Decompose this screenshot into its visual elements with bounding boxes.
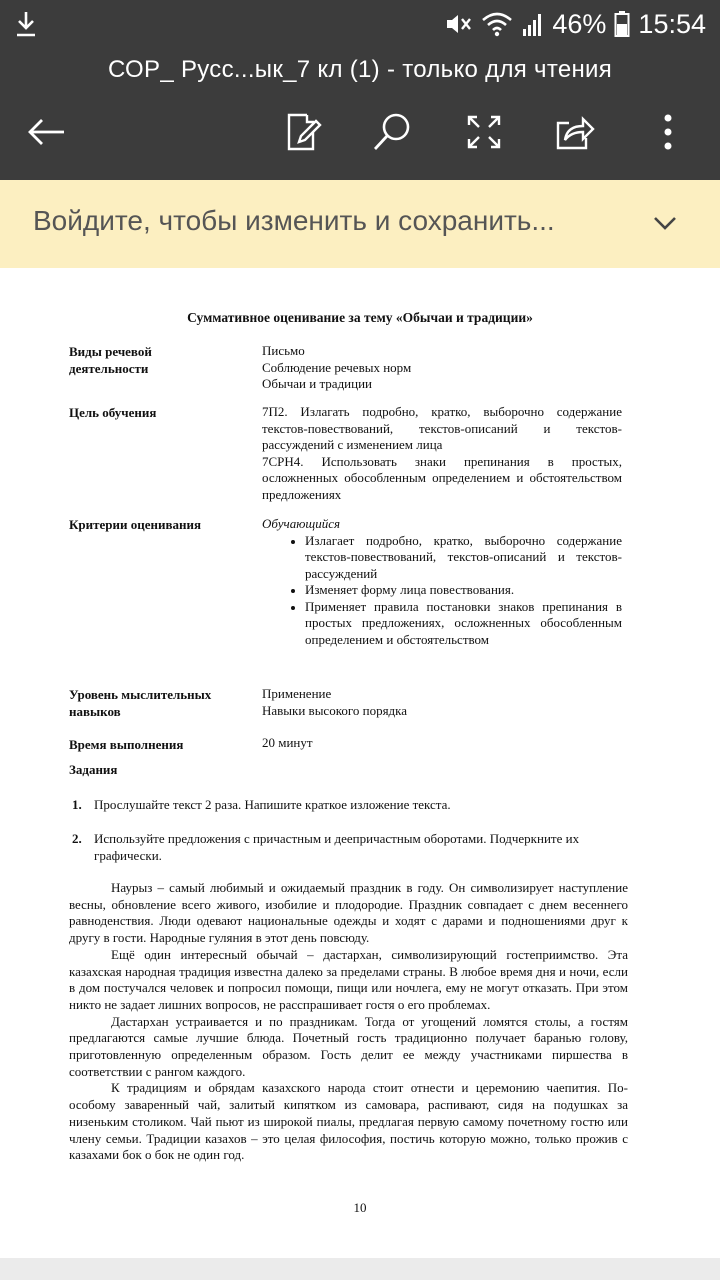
more-options-button[interactable] (646, 110, 690, 154)
task-number: 1. (72, 797, 82, 812)
row-label-duration: Время выполнения (69, 737, 184, 752)
mute-icon (444, 11, 472, 37)
row-label-speech-activity: Виды речевой деятельности (69, 344, 152, 376)
document-page (0, 268, 720, 1258)
app-bar (0, 48, 720, 180)
clock: 15:54 (638, 8, 706, 39)
paragraph: Наурыз – самый любимый и ожидаемый праздник в году. Он символизирует наступление весны, обновление всего живого, изобилие и плодородие. Праздник совпадает с днем весеннего равноденствия. Люди одевают национальные одежды и ходят с дарами и подношениями друг к другу в гости. Народные гуляния в этот день повсюду. (69, 880, 628, 946)
status-bar (0, 0, 720, 48)
edit-button[interactable] (281, 110, 325, 154)
value-line: Обычаи и традиции (262, 376, 373, 391)
row-value-learning-goal (262, 404, 622, 503)
task-text: Прослушайте текст 2 раза. Напишите краткое изложение текста. (94, 797, 451, 812)
value-line: Применение (262, 686, 332, 701)
share-icon (555, 113, 595, 151)
battery-percent: 46% (552, 8, 607, 39)
task-text: Используйте предложения с причастным и деепричастным оборотами. Подчеркните их графически. (94, 831, 580, 863)
back-arrow-icon (26, 117, 66, 147)
value-line: Навыки высокого порядка (262, 702, 408, 718)
back-button[interactable] (24, 110, 68, 154)
search-icon (372, 112, 412, 152)
goal-text: 7СРН4. Использовать знаки препинания в простых, осложненных обособленным определением и обстоятельством предложениях (262, 453, 622, 502)
paragraph: К традициям и обрядам казахского народа стоит отнести и церемонию чаепития. По-особому заваренный чай, залитый кипятком из самовара, распивают, сидя на подушках за низеньким столиком. Чай пьют из широкой пиалы, предлагая первую самому почетному гостю или члену семьи. Традиции казахов – это целая философия, постичь которую можно, только прожив с казахами бок о бок не один год. (69, 1080, 628, 1163)
row-value-speech-activity (262, 343, 622, 393)
criteria-subject: Обучающийся (262, 516, 341, 531)
reading-text (69, 880, 628, 1164)
row-label-learning-goal: Цель обучения (69, 405, 157, 420)
edit-document-icon (283, 112, 323, 152)
sign-in-banner[interactable] (0, 180, 720, 268)
criteria-item: • Излагает подробно, кратко, выборочно содержание текстов-повествований, текстов-описаний и текстов-рассуждений (305, 533, 622, 583)
row-label-thinking-level: Уровень мыслительных навыков (69, 687, 212, 719)
signal-icon (522, 11, 544, 37)
wifi-icon (480, 10, 514, 38)
task-item (72, 830, 622, 864)
search-button[interactable] (370, 110, 414, 154)
page-number: 10 (353, 1200, 367, 1215)
row-value-duration: 20 минут (262, 735, 313, 750)
criteria-item: • Применяет правила постановки знаков препинания в простых предложениях, осложненных обособленным определением и обстоятельством (305, 599, 622, 649)
row-value-criteria (262, 516, 622, 648)
expand-icon (466, 114, 502, 150)
download-icon (14, 10, 38, 38)
tasks-title: Задания (69, 762, 118, 777)
goal-text: 7П2. Излагать подробно, кратко, выборочно содержание текстов-повествований, текстов-описаний и текстов-рассуждений с изменением лица (262, 404, 622, 452)
task-item (72, 796, 622, 813)
battery-icon (614, 10, 630, 38)
criteria-list (262, 533, 622, 649)
value-line: Соблюдение речевых норм (262, 359, 412, 375)
chevron-down-icon[interactable] (650, 208, 680, 238)
document-heading: Суммативное оценивание за тему «Обычаи и традиции» (187, 310, 533, 325)
more-vert-icon (662, 114, 674, 150)
sign-in-banner-text: Войдите, чтобы изменить и сохранить... (33, 205, 555, 236)
share-button[interactable] (553, 110, 597, 154)
row-value-thinking-level (262, 686, 622, 719)
fullscreen-button[interactable] (462, 110, 506, 154)
value-line: Письмо (262, 343, 305, 358)
paragraph: Ещё один интересный обычай – дастархан, символизирующий гостеприимство. Эта казахская народная традиция известна далеко за пределами страны. В любое время дня и ночи, если в дом постучался человек и попросил помощи, пищи или ночлега, ему не могут отказать. При этом никто не задает лишних вопросов, не расспрашивает гостя о его проблемах. (69, 946, 628, 1012)
paragraph: Дастархан устраивается и по праздникам. Тогда от угощений ломятся столы, а гостям предлагаются самые лучшие блюда. Почетный гость традиционно получает баранью голову, приготовленную определенным образом. Гость делит ее между участниками пиршества в соответствии с рангом каждого. (69, 1013, 628, 1079)
row-label-criteria: Критерии оценивания (69, 517, 202, 532)
criteria-item: • Изменяет форму лица повествования. (305, 582, 622, 599)
task-number: 2. (72, 831, 82, 846)
document-title: СОР_ Русс...ык_7 кл (1) - только для чтения (107, 56, 613, 83)
